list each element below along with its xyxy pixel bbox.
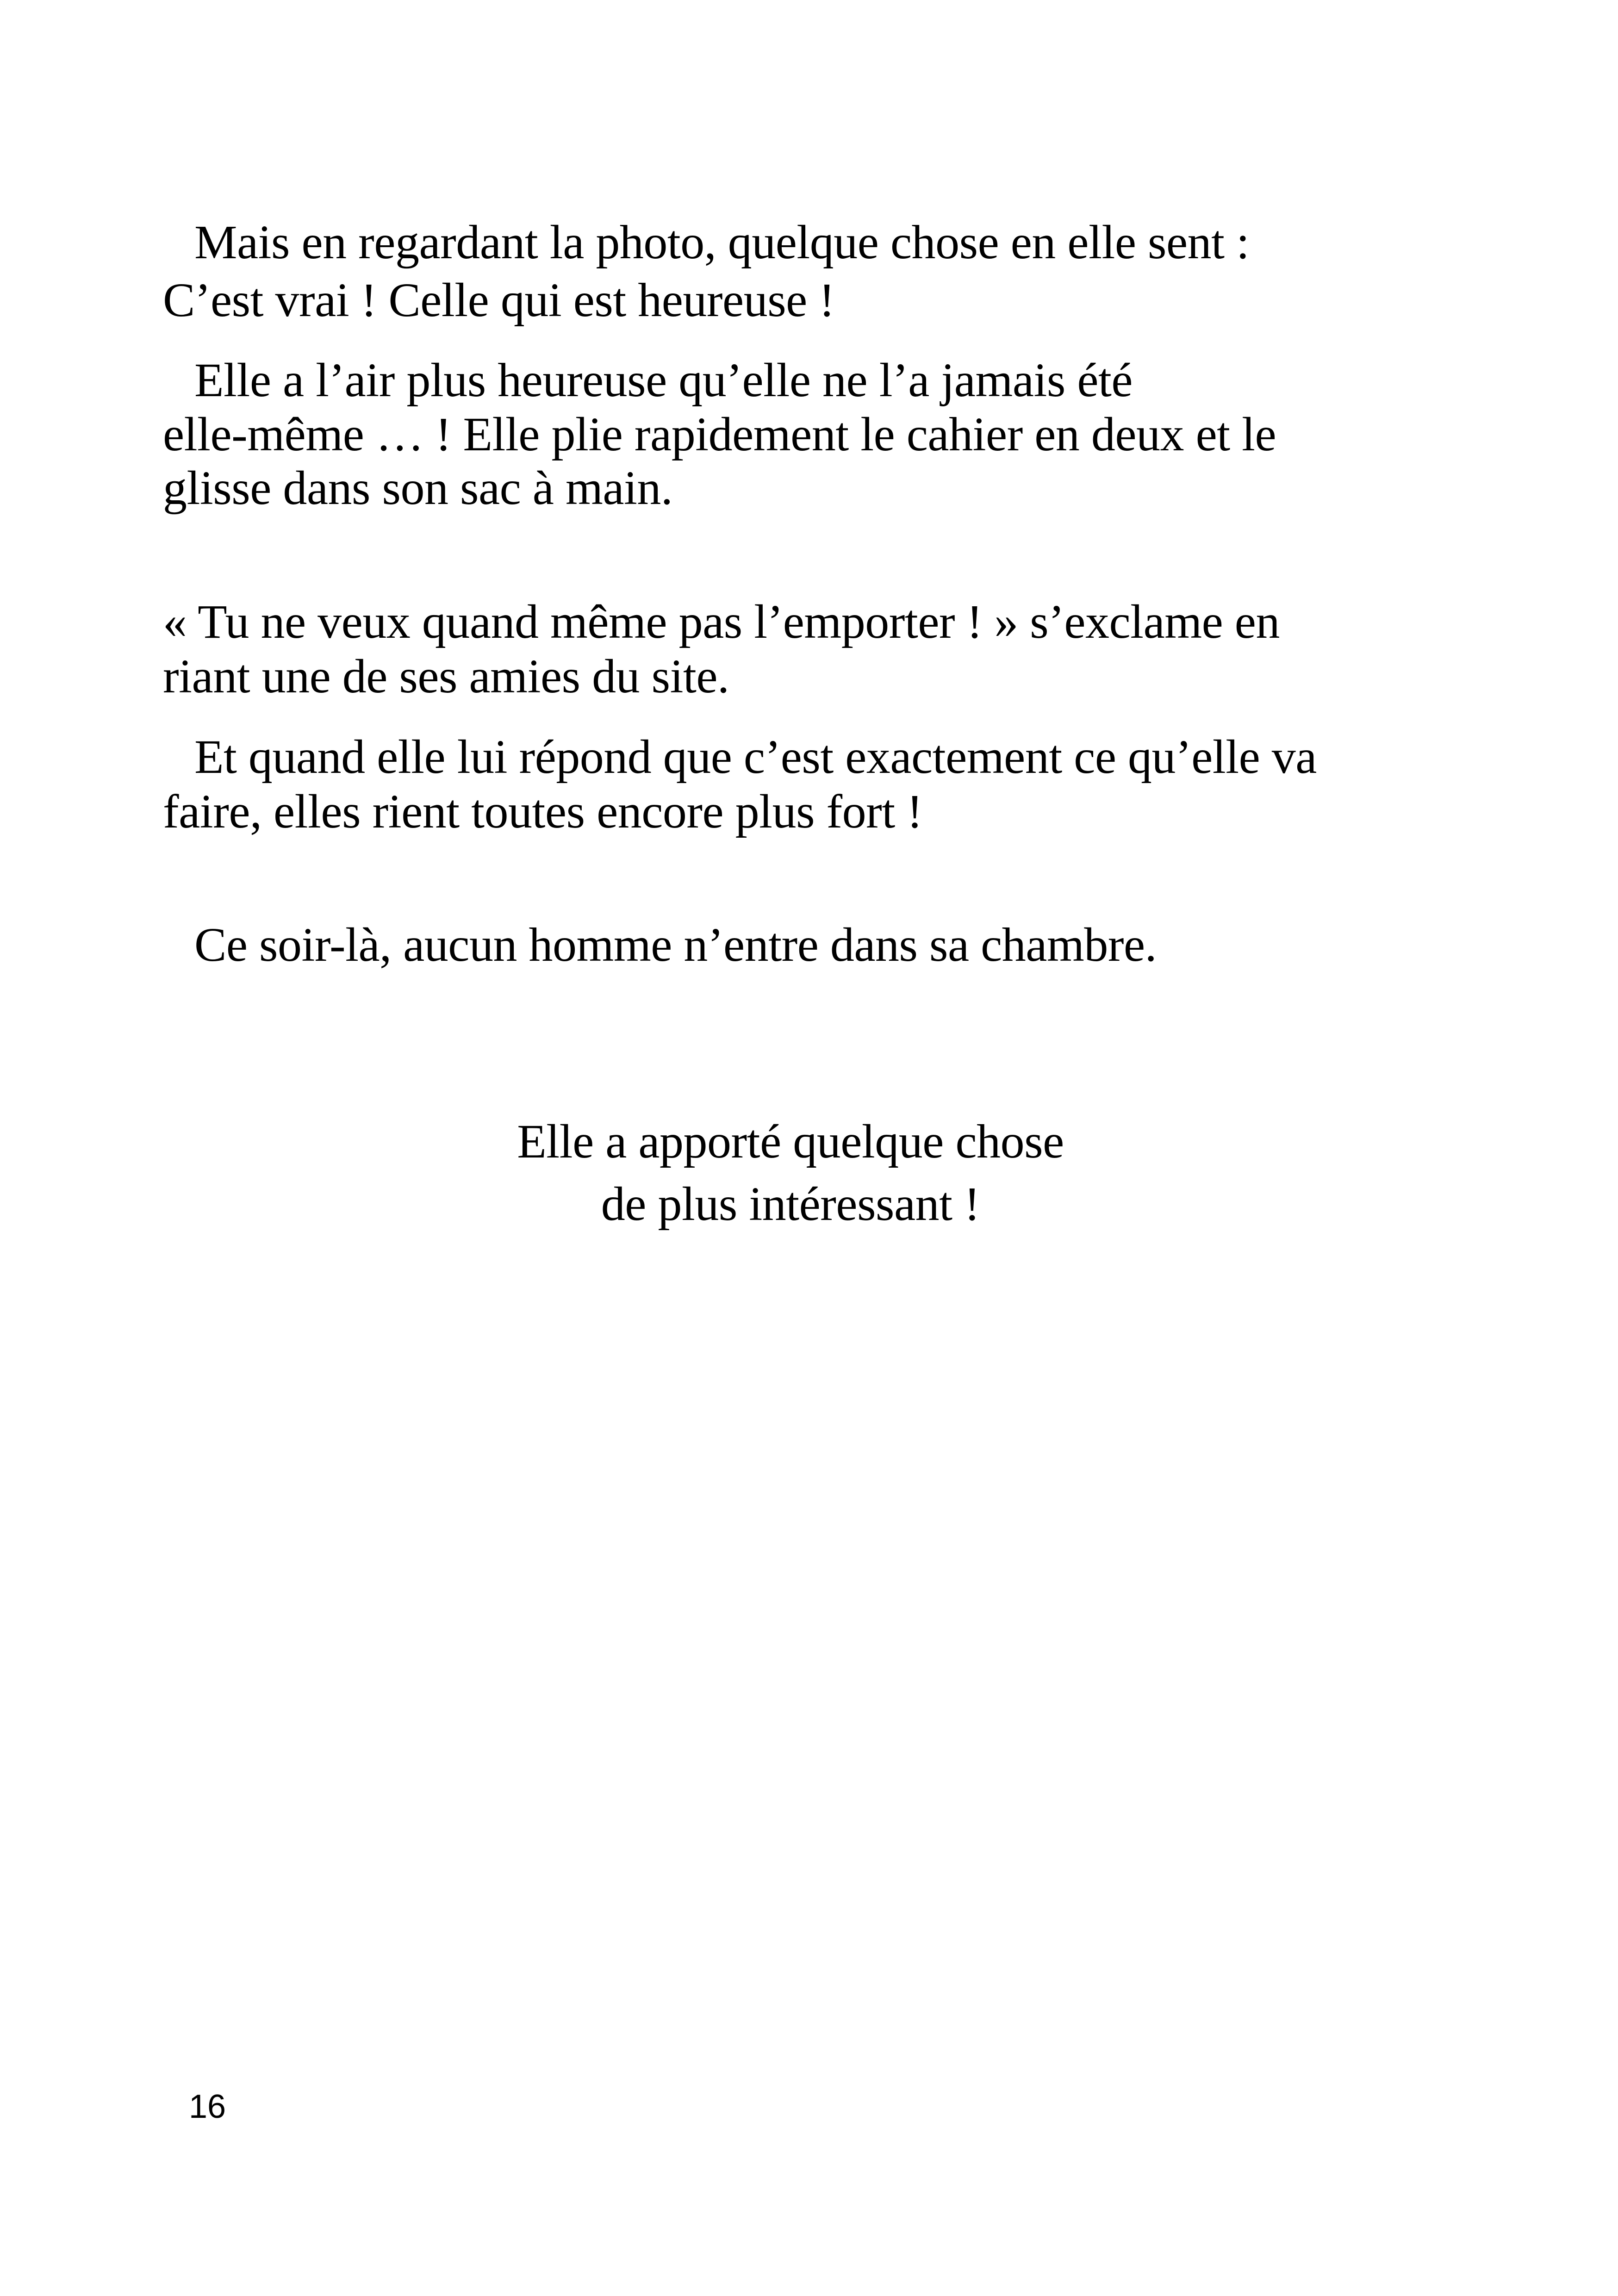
text-line: Ce soir-là, aucun homme n’entre dans sa chambre.	[194, 918, 1157, 971]
text-line: glisse dans son sac à main.	[163, 461, 673, 515]
text-line: Et quand elle lui répond que c’est exactement ce qu’elle va	[194, 730, 1317, 784]
text-line: « Tu ne veux quand même pas l’emporter ! » s’exclame en	[163, 595, 1280, 648]
text-line: elle-même … ! Elle plie rapidement le cahier en deux et le	[163, 408, 1276, 461]
text-line: riant une de ses amies du site.	[163, 650, 729, 703]
text-line: de plus intéressant !	[601, 1177, 980, 1231]
page-number: 16	[189, 2088, 226, 2125]
text-line: Elle a apporté quelque chose	[517, 1115, 1064, 1168]
text-line: faire, elles rient toutes encore plus fort !	[163, 785, 923, 838]
text-line: C’est vrai ! Celle qui est heureuse !	[163, 274, 835, 327]
text-line: Elle a l’air plus heureuse qu’elle ne l’a jamais été	[194, 354, 1133, 407]
text-line: Mais en regardant la photo, quelque chose en elle sent :	[194, 216, 1250, 269]
